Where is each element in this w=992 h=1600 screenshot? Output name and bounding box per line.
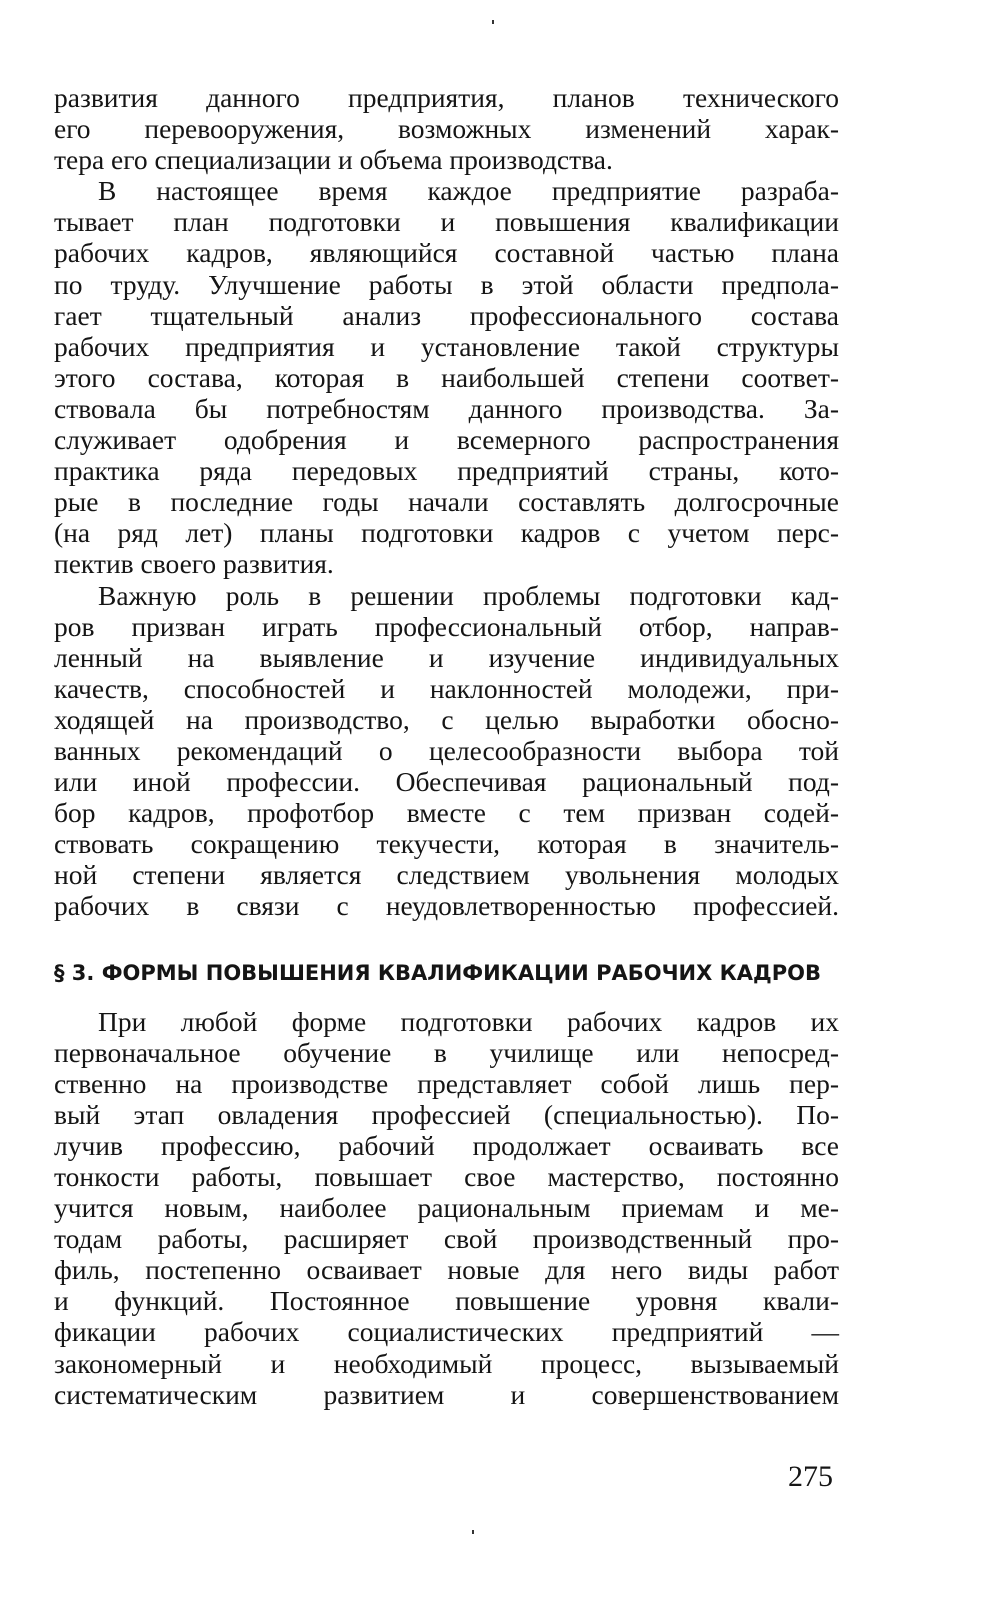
text-line: пектив своего развития. — [54, 548, 334, 580]
text-line: ходящей на производство, с целью выработки обосно- — [54, 703, 839, 735]
text-line: фикации рабочих социалистических предприятий — — [54, 1316, 839, 1348]
text-line: практика ряда передовых предприятий страны, кото- — [54, 455, 839, 487]
text-line: гает тщательный анализ профессионального состава — [54, 299, 839, 331]
text-line: и функций. Постоянное повышение уровня квали- — [54, 1285, 839, 1317]
text-line: качеств, способностей и наклонностей молодежи, при- — [54, 672, 839, 704]
paragraph-2 — [54, 175, 839, 579]
text-line: (на ряд лет) планы подготовки кадров с учетом перс- — [54, 517, 839, 549]
scan-speck — [472, 1530, 474, 1534]
text-line: по труду. Улучшение работы в этой области предпола- — [54, 268, 839, 300]
text-line: тодам работы, расширяет свой производственный про- — [54, 1223, 839, 1255]
text-line: Важную роль в решении проблемы подготовки кад- — [98, 579, 839, 611]
text-line: рые в последние годы начали составлять долгосрочные — [54, 486, 839, 518]
text-line: вый этап овладения профессией (специальностью). По- — [54, 1098, 839, 1130]
paragraph-3 — [54, 580, 839, 922]
text-line: ствовать сокращению текучести, которая в значитель- — [54, 828, 839, 860]
section-heading: § 3. ФОРМЫ ПОВЫШЕНИЯ КВАЛИФИКАЦИИ РАБОЧИХ КАДРОВ — [54, 960, 821, 985]
text-line: первоначальное обучение в училище или непосред- — [54, 1036, 839, 1068]
text-line: закономерный и необходимый процесс, вызываемый — [54, 1347, 839, 1379]
text-line: его перевооружения, возможных изменений харак- — [54, 113, 839, 145]
text-line: систематическим развитием и совершенствованием — [54, 1378, 839, 1410]
text-line: развития данного предприятия, планов технического — [54, 82, 839, 113]
text-line: ствовала бы потребностям данного производства. За- — [54, 392, 839, 424]
book-page — [54, 82, 839, 1410]
section-paragraph-1 — [54, 1006, 839, 1410]
text-line: лучив профессию, рабочий продолжает осваивать все — [54, 1129, 839, 1161]
text-line: служивает одобрения и всемерного распространения — [54, 424, 839, 456]
text-line: бор кадров, профотбор вместе с тем призван содей- — [54, 797, 839, 829]
text-line: ной степени является следствием увольнения молодых — [54, 859, 839, 891]
text-line: тывает план подготовки и повышения квалификации — [54, 206, 839, 238]
text-line: ленный на выявление и изучение индивидуальных — [54, 641, 839, 673]
paragraph-1 — [54, 82, 839, 175]
text-line: В настоящее время каждое предприятие разраба- — [98, 175, 839, 207]
scan-speck — [492, 20, 494, 24]
text-line: тонкости работы, повышает свое мастерство, постоянно — [54, 1161, 839, 1192]
text-line: рабочих кадров, являющийся составной частью плана — [54, 237, 839, 269]
text-line: тера его специализации и объема производства. — [54, 144, 613, 176]
text-line: или иной профессии. Обеспечивая рациональный под- — [54, 766, 839, 798]
text-line: ров призван играть профессиональный отбор, направ- — [54, 610, 839, 642]
page-number: 275 — [788, 1460, 833, 1493]
text-line: При любой форме подготовки рабочих кадров их — [98, 1005, 839, 1037]
text-line: учится новым, наиболее рациональным приемам и ме- — [54, 1192, 839, 1224]
text-line: этого состава, которая в наибольшей степени соответ- — [54, 361, 839, 393]
text-line: ванных рекомендаций о целесообразности выбора той — [54, 734, 839, 766]
text-line: филь, постепенно осваивает новые для него виды работ — [54, 1254, 839, 1286]
text-line: рабочих в связи с неудовлетворенностью профессией. — [54, 890, 839, 922]
text-line: ственно на производстве представляет собой лишь пер- — [54, 1067, 839, 1099]
text-line: рабочих предприятия и установление такой структуры — [54, 330, 839, 362]
